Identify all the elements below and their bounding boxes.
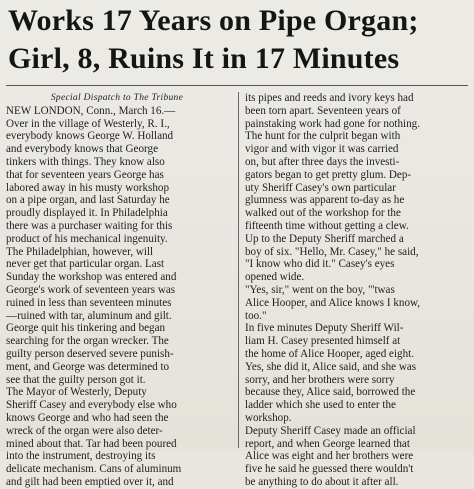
article-text-line: Sunday the workshop was entered and bbox=[6, 271, 177, 284]
article-text-line: knows George and who had seen the bbox=[6, 411, 169, 424]
article-text-line: on, but after three days the investi- bbox=[245, 155, 400, 168]
article-text-line: proudly displayed it. In Philadelphia bbox=[6, 207, 168, 220]
article-text-line: liam H. Casey presented himself at bbox=[245, 335, 401, 348]
article-text-line: and gilt had been emptied over it, and bbox=[6, 475, 174, 488]
article-text-line: painstaking work had gone for nothing. bbox=[245, 117, 421, 130]
article-text-line: searching for the organ wrecker. The bbox=[6, 335, 169, 348]
article-text-line: Over in the village of Westerly, R. I., bbox=[6, 117, 170, 130]
article-text-line: ladder which she used to enter the bbox=[245, 399, 396, 412]
article-text-line: Yes, she did it, Alice said, and she was bbox=[245, 360, 417, 373]
article-text-line: Deputy Sheriff Casey made an official bbox=[245, 424, 416, 437]
article-text-line: boy of six. "Hello, Mr. Casey," he said, bbox=[245, 245, 419, 258]
column-divider bbox=[238, 92, 239, 448]
headline-rule bbox=[6, 85, 468, 86]
article-text-line: George's work of seventeen years was bbox=[6, 283, 176, 296]
article-text-line: In five minutes Deputy Sheriff Wil- bbox=[245, 322, 404, 335]
article-text-line: on a pipe organ, and last Saturday he bbox=[6, 194, 170, 207]
article-text-line: guilty person deserved severe punish- bbox=[6, 347, 174, 360]
article-text-line: ruined in less than seventeen minutes bbox=[6, 296, 172, 309]
article-text-line: sorry, and her brothers were sorry bbox=[245, 373, 395, 386]
article-text-line: NEW LONDON, Conn., March 16.— bbox=[6, 104, 176, 117]
article-text-line: workshop. bbox=[245, 411, 292, 424]
article-text-line: Alice Hooper, and Alice knows I know, bbox=[245, 296, 421, 309]
article-text-line: fifteenth time without getting a clew. bbox=[245, 219, 409, 232]
article-text-line: ment, and George was determined to bbox=[6, 360, 170, 373]
article-text-line: tinkers with things. They know also bbox=[6, 155, 165, 168]
article-text-line: Alice was eight and her brothers were bbox=[245, 450, 414, 463]
article-text-line: into the instrument, destroying its bbox=[6, 450, 156, 463]
article-text-line: The Philadelphian, however, will bbox=[6, 245, 154, 258]
article-text-line: been torn apart. Seventeen years of bbox=[245, 104, 401, 117]
headline-line-1: Works 17 Years on Pipe Organ; bbox=[8, 4, 419, 37]
article-text-line: mined about that. Tar had been poured bbox=[6, 437, 177, 450]
article-text-line: the home of Alice Hooper, aged eight. bbox=[245, 347, 414, 360]
article-text-line: Up to the Deputy Sheriff marched a bbox=[245, 232, 404, 245]
article-text-line: The Mayor of Westerly, Deputy bbox=[6, 386, 147, 399]
article-text-line: five he said he guessed there wouldn't bbox=[245, 463, 414, 476]
article-text-line: "Yes, sir," went on the boy, "'twas bbox=[245, 283, 395, 296]
article-text-line: uty Sheriff Casey's own particular bbox=[245, 181, 396, 194]
article-text-line: The hunt for the culprit began with bbox=[245, 130, 401, 143]
article-text-line: its pipes and reeds and ivory keys had bbox=[245, 92, 414, 104]
article-text-line: wreck of the organ were also deter- bbox=[6, 424, 163, 437]
headline-line-2: Girl, 8, Ruins It in 17 Minutes bbox=[8, 42, 400, 75]
article-text-line: because they, Alice said, borrowed the bbox=[245, 386, 416, 399]
article-text-line: too." bbox=[245, 309, 267, 322]
article-text-line: walked out of the workshop for the bbox=[245, 207, 401, 220]
article-text-line: "I know who did it." Casey's eyes bbox=[245, 258, 395, 271]
left-column bbox=[6, 92, 228, 489]
article-text-line: everybody knows George W. Holland bbox=[6, 130, 174, 143]
article-text-line: vigor and with vigor it was carried bbox=[245, 143, 399, 156]
dateline: Special Dispatch to The Tribune bbox=[50, 93, 184, 103]
article-text-line: opened wide. bbox=[245, 271, 305, 284]
article-text-line: labored away in his musty workshop bbox=[6, 181, 169, 194]
article-text-line: George quit his tinkering and began bbox=[6, 322, 166, 335]
article-text-line: never get that particular organ. Last bbox=[6, 258, 165, 271]
article-text-line: delicate mechanism. Cans of aluminum bbox=[6, 463, 182, 476]
article-text-line: see that the guilty person got it. bbox=[6, 373, 146, 386]
article-text-line: be anything to do about it after all. bbox=[245, 475, 399, 488]
headline bbox=[8, 2, 468, 78]
article-text-line: there was a purchaser waiting for this bbox=[6, 219, 173, 232]
article-text-line: Sheriff Casey and everybody else who bbox=[6, 399, 177, 412]
article-text-line: gators began to get pretty glum. Dep- bbox=[245, 168, 412, 181]
article-text-line: that for seventeen years George has bbox=[6, 168, 164, 181]
article-text-line: report, and when George learned that bbox=[245, 437, 410, 450]
right-column bbox=[245, 92, 467, 489]
article-text-line: product of his mechanical ingenuity. bbox=[6, 232, 168, 245]
article-text-line: glumness was apparent to-day as he bbox=[245, 194, 405, 207]
article-text-line: and everybody knows that George bbox=[6, 143, 158, 156]
article-text-line: —ruined with tar, aluminum and gilt. bbox=[6, 309, 172, 322]
